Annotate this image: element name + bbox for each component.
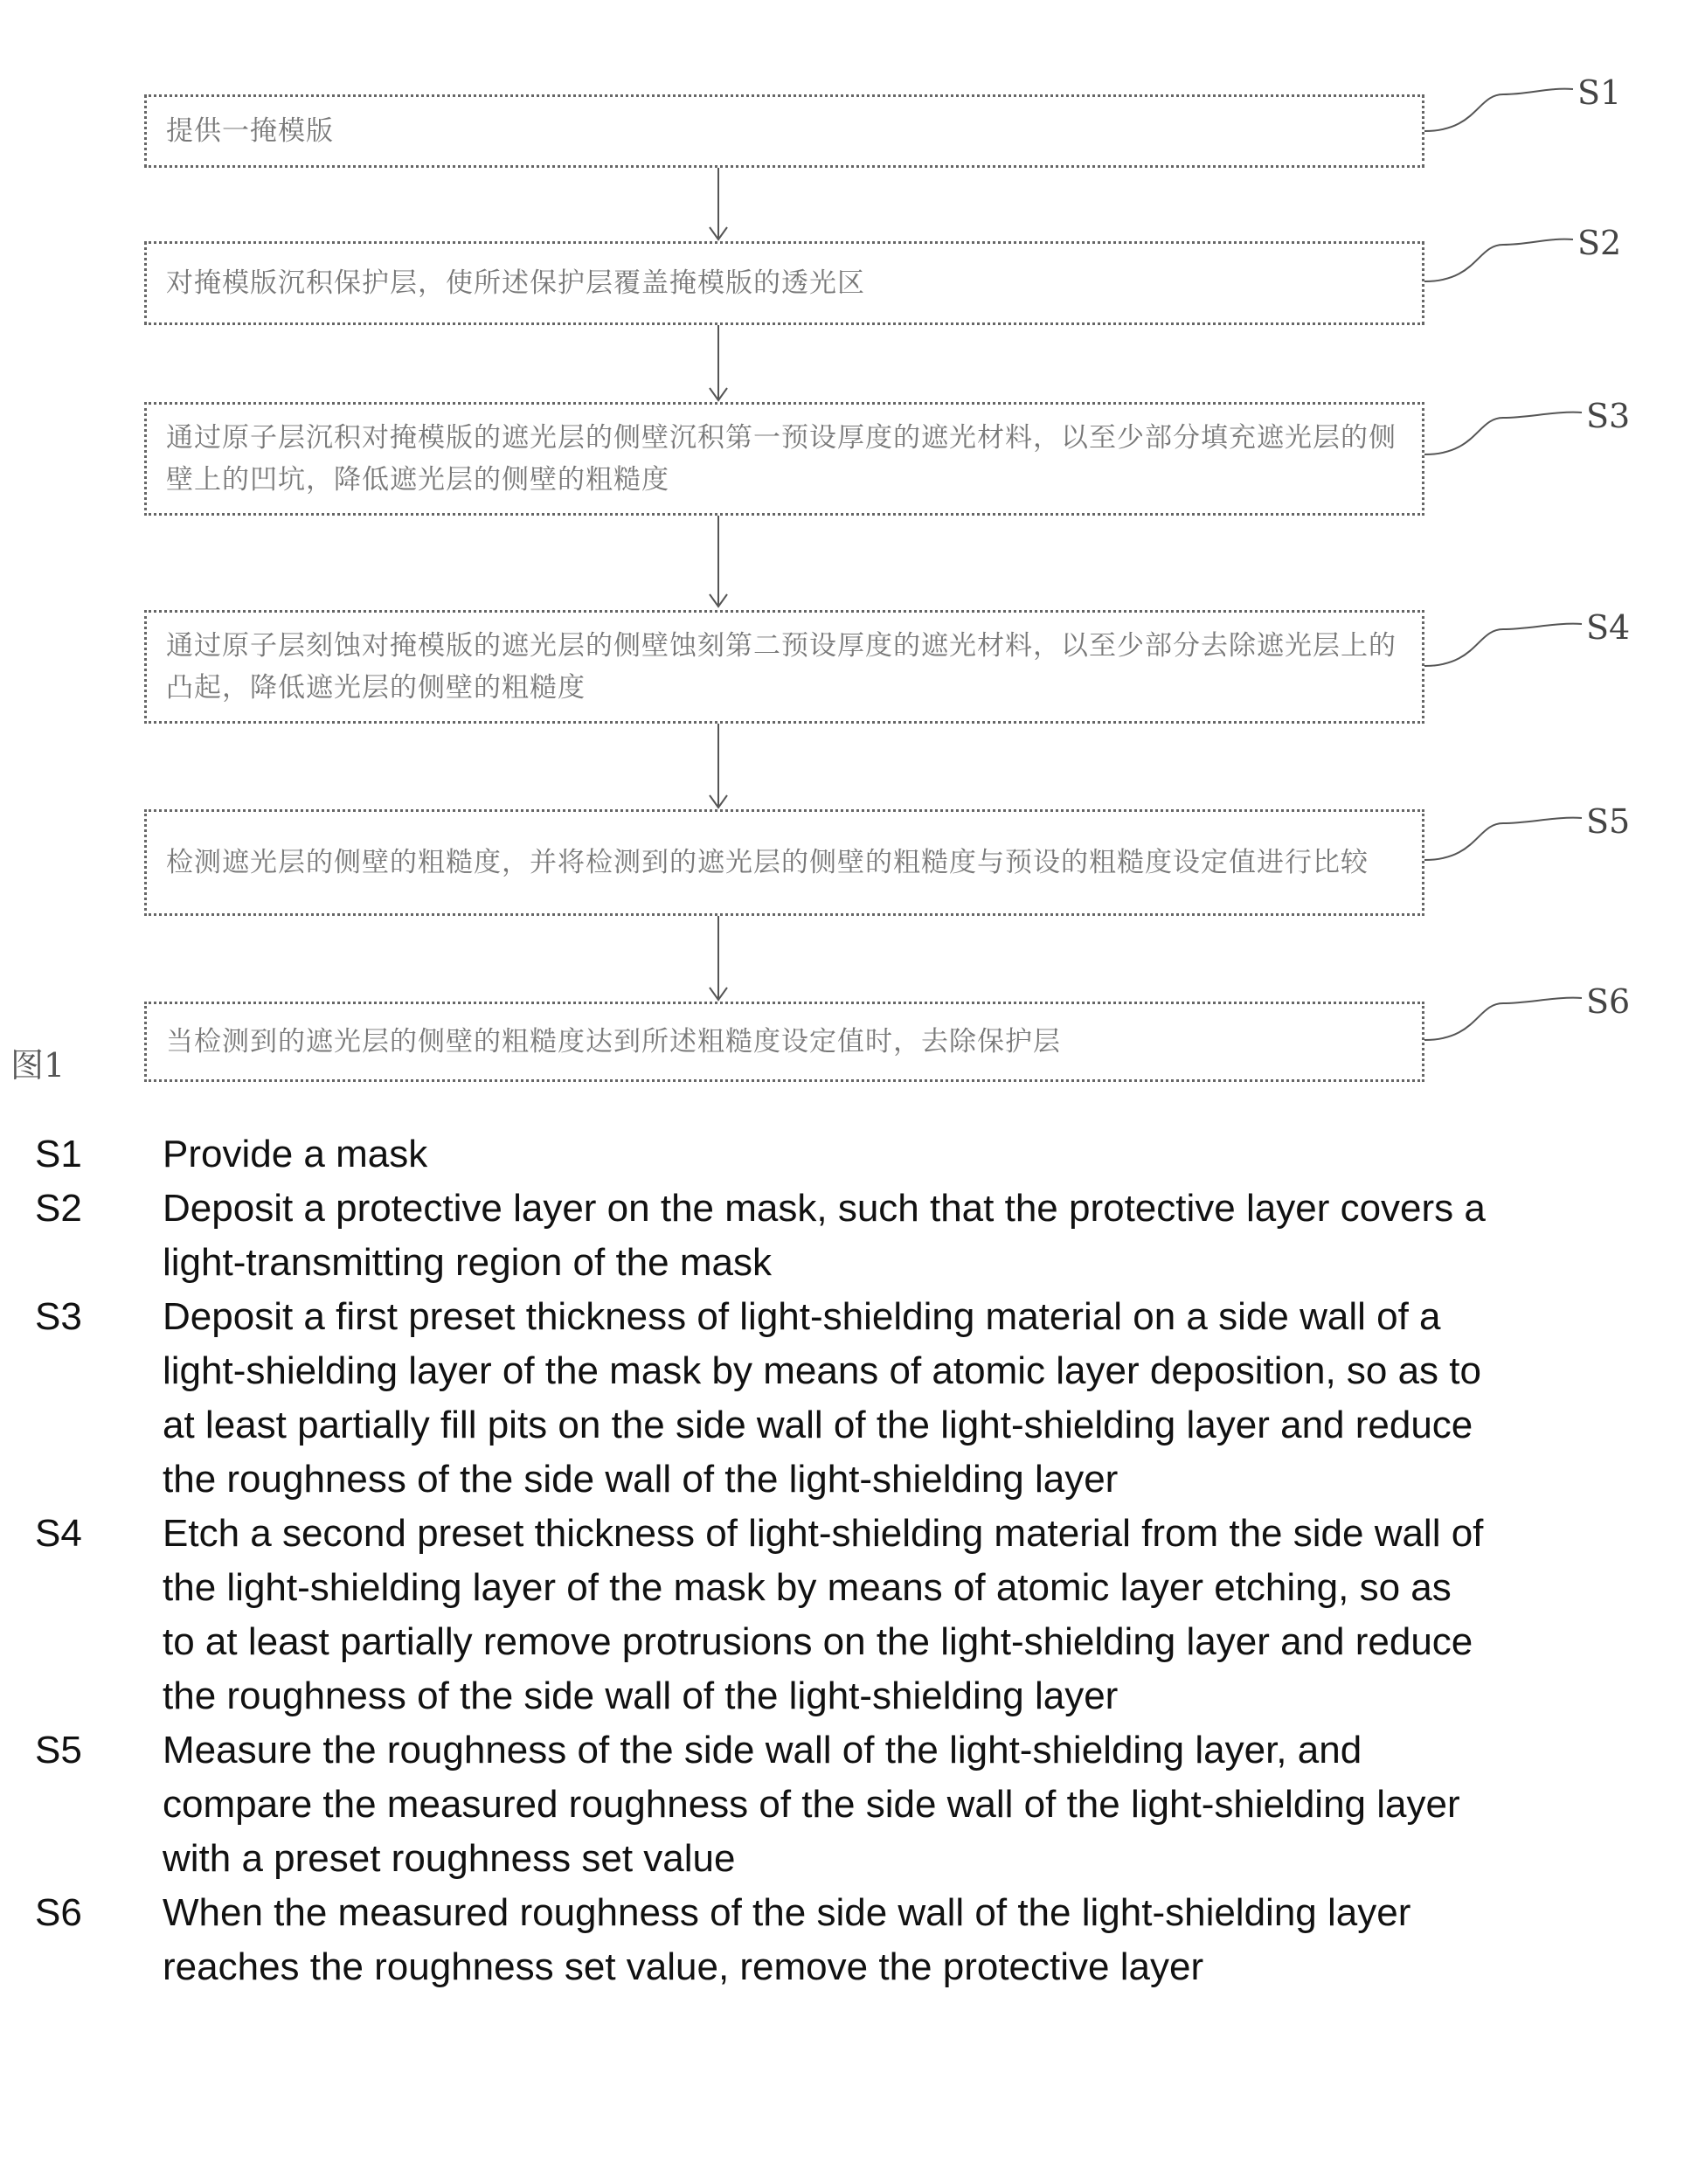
legend-text: Deposit a protective layer on the mask, such that the protective layer covers a light-transmitting region of the mask bbox=[163, 1187, 1486, 1284]
step-box-text: 对掩模版沉积保护层，使所述保护层覆盖掩模版的透光区 bbox=[166, 267, 865, 299]
leader-s1 bbox=[1424, 89, 1573, 131]
step-box-text: 检测遮光层的侧壁的粗糙度，并将检测到的遮光层的侧壁的粗糙度与预设的粗糙度设定值进行比较 bbox=[166, 847, 1369, 878]
step-tag-s6: S6 bbox=[1586, 982, 1631, 1021]
legend-id: S4 bbox=[35, 1512, 82, 1555]
legend-text: Provide a mask bbox=[163, 1133, 428, 1175]
legend-row-s2 bbox=[0, 1182, 1705, 1290]
step-box-text: 通过原子层沉积对掩模版的遮光层的侧壁沉积第一预设厚度的遮光材料，以至少部分填充遮光层的侧壁上的凹坑，降低遮光层的侧壁的粗糙度 bbox=[166, 422, 1397, 496]
step-box-s5 bbox=[144, 809, 1424, 916]
step-tag-s5: S5 bbox=[1586, 802, 1631, 841]
leader-s2 bbox=[1424, 239, 1573, 281]
legend-text: Deposit a first preset thickness of light-shielding material on a side wall of a light-shielding layer of the mask by means of atomic layer deposition, so as to at least partially fill pits on the side wall of the light-shielding layer and reduce the roughness of the side wall of the light-shielding layer bbox=[163, 1295, 1481, 1501]
legend-id: S2 bbox=[35, 1187, 82, 1230]
step-tag-s4: S4 bbox=[1586, 608, 1631, 647]
legend-text: When the measured roughness of the side wall of the light-shielding layer reaches the roughness set value, remove the protective layer bbox=[163, 1891, 1411, 1988]
legend-id: S1 bbox=[35, 1133, 82, 1175]
legend-row-s4 bbox=[0, 1507, 1705, 1723]
legend-row-s3 bbox=[0, 1290, 1705, 1507]
step-box-s1 bbox=[144, 94, 1424, 168]
step-box-text: 提供一掩模版 bbox=[166, 115, 334, 147]
step-tag-s3: S3 bbox=[1586, 397, 1631, 435]
legend-text: Etch a second preset thickness of light-shielding material from the side wall of the light-shielding layer of the mask by means of atomic layer etching, so as to at least partially remove protrusions on the light-shielding layer and reduce the roughness of the side wall of the light-shielding layer bbox=[163, 1512, 1484, 1717]
figure-label: 图1 bbox=[10, 1046, 66, 1085]
step-box-text: 通过原子层刻蚀对掩模版的遮光层的侧壁蚀刻第二预设厚度的遮光材料，以至少部分去除遮光层上的凸起，降低遮光层的侧壁的粗糙度 bbox=[166, 630, 1397, 704]
step-tag-s1: S1 bbox=[1577, 73, 1622, 112]
legend bbox=[0, 1127, 1705, 1994]
step-box-s4 bbox=[144, 610, 1424, 724]
legend-id: S5 bbox=[35, 1729, 82, 1771]
legend-row-s1 bbox=[0, 1127, 1705, 1182]
legend-id: S6 bbox=[35, 1891, 82, 1934]
legend-id: S3 bbox=[35, 1295, 82, 1338]
leader-s3 bbox=[1424, 413, 1582, 454]
step-box-s2 bbox=[144, 241, 1424, 325]
legend-row-s6 bbox=[0, 1886, 1705, 1994]
leader-s4 bbox=[1424, 624, 1582, 666]
leader-s6 bbox=[1424, 998, 1582, 1040]
step-box-s3 bbox=[144, 402, 1424, 516]
step-box-text: 当检测到的遮光层的侧壁的粗糙度达到所述粗糙度设定值时，去除保护层 bbox=[166, 1026, 1061, 1057]
step-box-s6 bbox=[144, 1002, 1424, 1082]
legend-row-s5 bbox=[0, 1723, 1705, 1886]
leader-s5 bbox=[1424, 818, 1582, 860]
step-tag-s2: S2 bbox=[1577, 224, 1622, 262]
legend-text: Measure the roughness of the side wall of the light-shielding layer, and compare the measured roughness of the side wall of the light-shielding layer with a preset roughness set value bbox=[163, 1729, 1460, 1880]
